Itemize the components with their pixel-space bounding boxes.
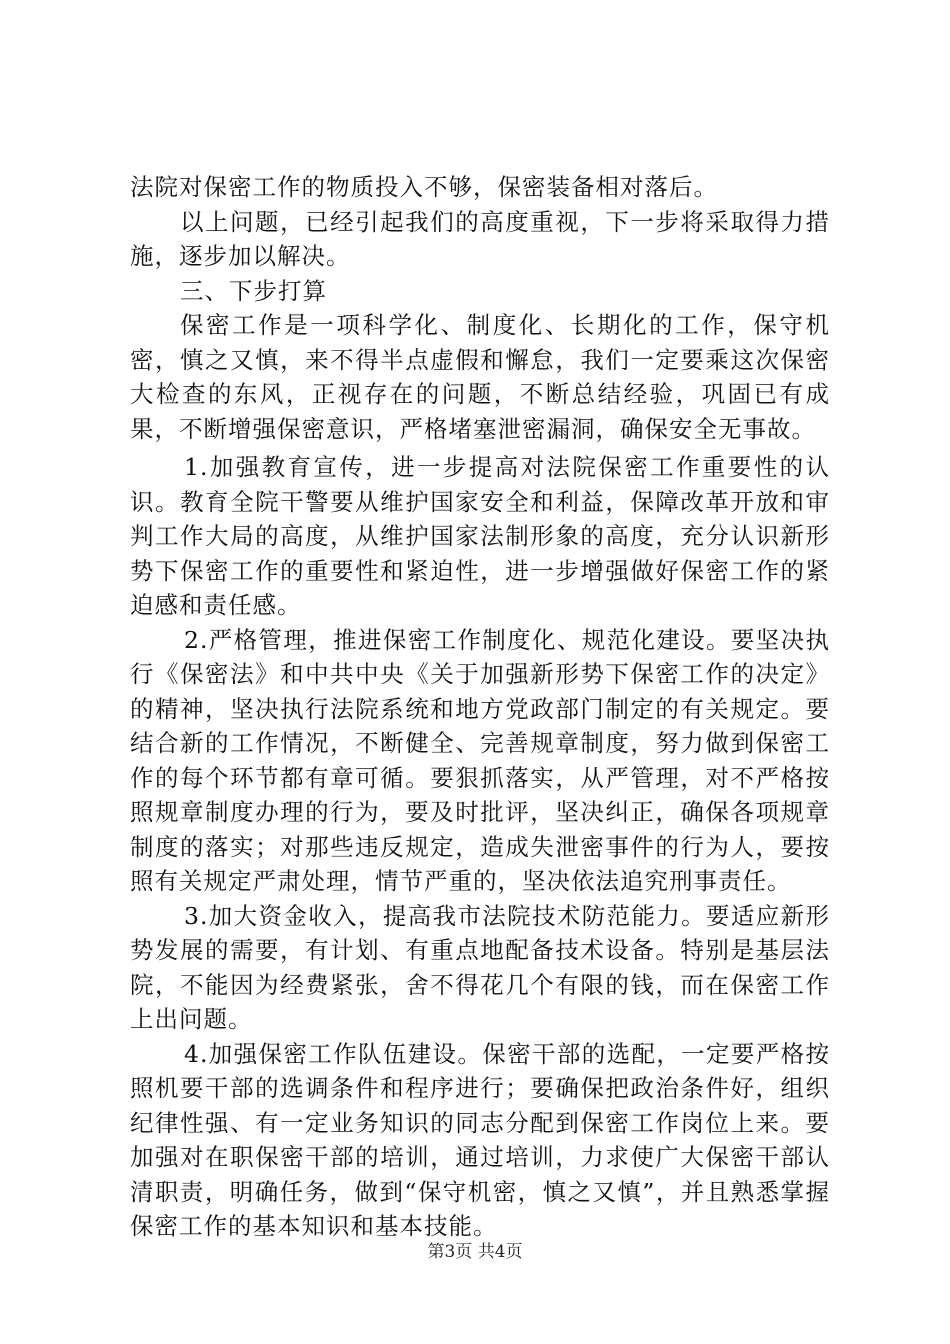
paragraph-item-4: 4.加强保密工作队伍建设。保密干部的选配，一定要严格按照机要干部的选调条件和程序进行；要确保把政治条件好，组织纪律性强、有一定业务知识的同志分配到保密工作岗位上来。要加强对在职保密干部的培训，通过培训，力求使广大保密干部认清职责，明确任务，做到“保守机密，慎之又慎”，并且熟悉掌握保密工作的基本知识和基本技能。 (130, 1039, 830, 1240)
paragraph-item-3: 3.加大资金收入，提高我市法院技术防范能力。要适应新形势发展的需要，有计划、有重点地配备技术设备。特别是基层法院，不能因为经费紧张，舍不得花几个有限的钱，而在保密工作上出问题。 (130, 901, 830, 1033)
paragraph-item-2: 2.严格管理，推进保密工作制度化、规范化建设。要坚决执行《保密法》和中共中央《关于加强新形势下保密工作的决定》的精神，坚决执行法院系统和地方党政部门制定的有关规定。要结合新的工作情况，不断健全、完善规章制度，努力做到保密工作的每个环节都有章可循。要狠抓落实，从严管理，对不严格按照规章制度办理的行为，要及时批评，坚决纠正，确保各项规章制度的落实；对那些违反规定，造成失泄密事件的行为人，要按照有关规定严肃处理，情节严重的，坚决依法追究刑事责任。 (130, 625, 830, 895)
section-heading-next-steps: 三、下步打算 (180, 276, 327, 305)
paragraph-item-1: 1.加强教育宣传，进一步提高对法院保密工作重要性的认识。教育全院干警要从维护国家安全和利益，保障改革开放和审判工作大局的高度，从维护国家法制形象的高度，充分认识新形势下保密工作的重要性和紧迫性，进一步增强做好保密工作的紧迫感和责任感。 (130, 453, 830, 619)
paragraph-continuation: 法院对保密工作的物质投入不够，保密装备相对落后。 (130, 173, 718, 201)
document-body (130, 170, 830, 1244)
paragraph-problems-summary: 以上问题，已经引起我们的高度重视，下一步将采取得力措施，逐步加以解决。 (130, 207, 830, 270)
page-footer: 第3页 共4页 (427, 1242, 523, 1262)
paragraph-intro: 保密工作是一项科学化、制度化、长期化的工作，保守机密，慎之又慎，来不得半点虚假和懈怠，我们一定要乘这次保密大检查的东风，正视存在的问题，不断总结经验，巩固已有成果，不断增强保密意识，严格堵塞泄密漏洞，确保安全无事故。 (130, 311, 830, 443)
